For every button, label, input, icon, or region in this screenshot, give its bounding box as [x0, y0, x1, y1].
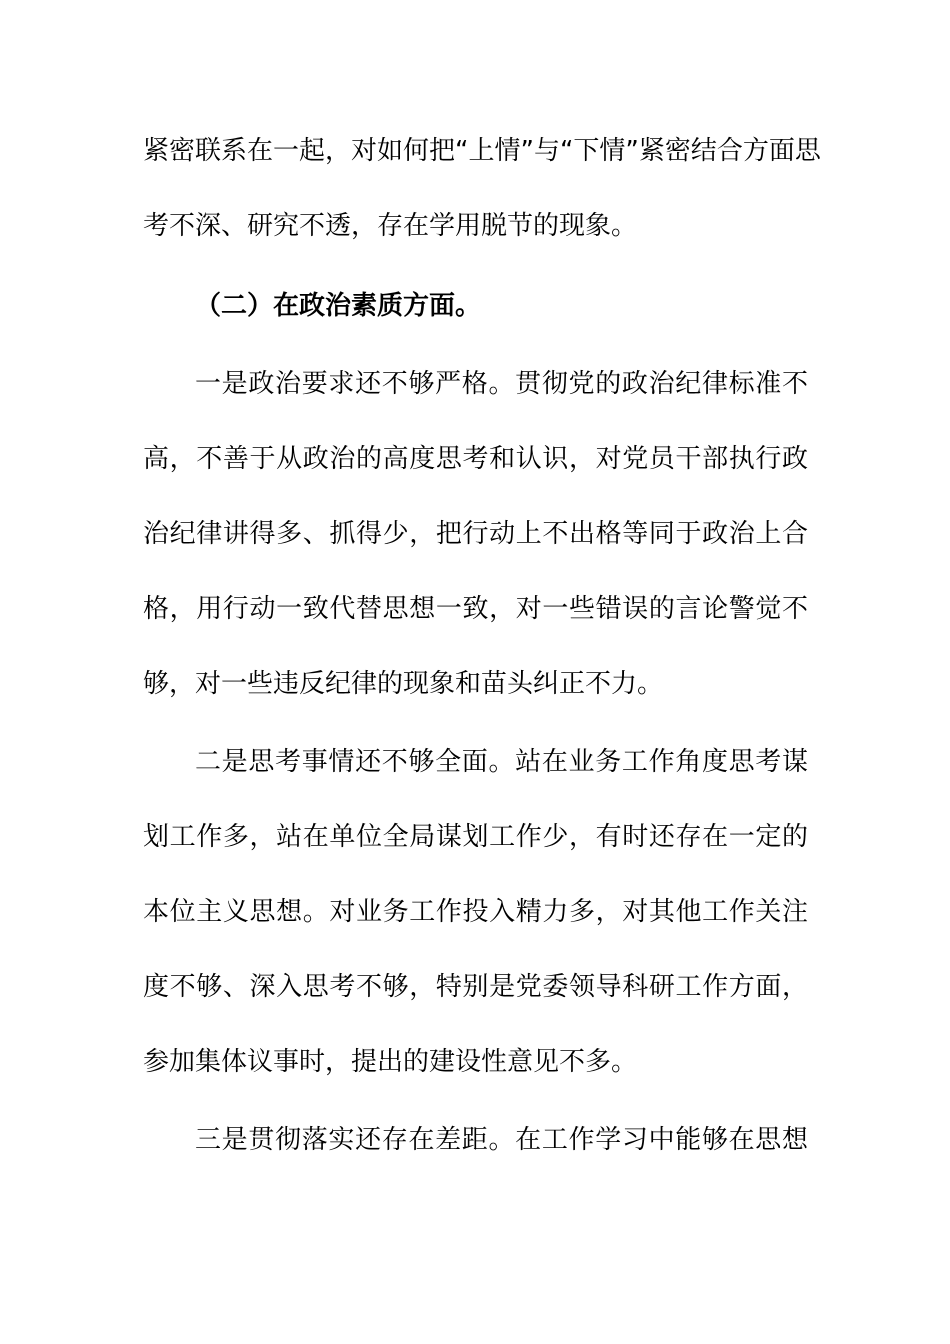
section-heading: （二）在政治素质方面。	[195, 291, 482, 321]
paragraph-line: 三是贯彻落实还存在差距。在工作学习中能够在思想	[195, 1125, 808, 1155]
paragraph-line: 紧密联系在一起，对如何把“上情”与“下情”紧密结合方面思	[143, 136, 821, 166]
paragraph-line: 考不深、研究不透，存在学用脱节的现象。	[143, 211, 638, 241]
paragraph-line: 一是政治要求还不够严格。贯彻党的政治纪律标准不	[195, 369, 808, 399]
paragraph-line: 高，不善于从政治的高度思考和认识，对党员干部执行政	[143, 444, 808, 474]
paragraph-line: 划工作多，站在单位全局谋划工作少，有时还存在一定的	[143, 822, 808, 852]
paragraph-line: 二是思考事情还不够全面。站在业务工作角度思考谋	[195, 747, 808, 777]
paragraph-line: 够，对一些违反纪律的现象和苗头纠正不力。	[143, 669, 664, 699]
paragraph-line: 格，用行动一致代替思想一致，对一些错误的言论警觉不	[143, 594, 808, 624]
paragraph-line: 治纪律讲得多、抓得少，把行动上不出格等同于政治上合	[143, 519, 808, 549]
paragraph-line: 参加集体议事时，提出的建设性意见不多。	[143, 1047, 638, 1077]
paragraph-line: 本位主义思想。对业务工作投入精力多，对其他工作关注	[143, 897, 808, 927]
paragraph-line: 度不够、深入思考不够，特别是党委领导科研工作方面，	[143, 972, 808, 1002]
